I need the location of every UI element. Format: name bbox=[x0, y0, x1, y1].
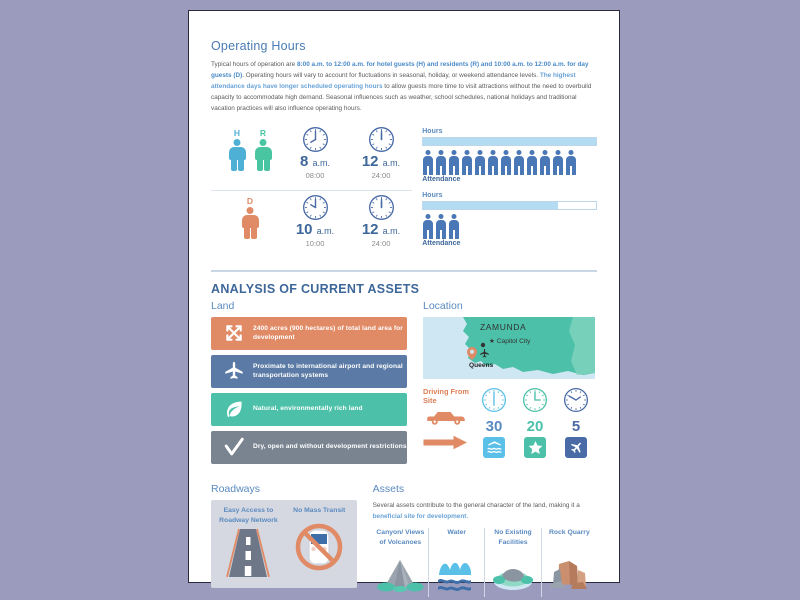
attendance-block-day-guest bbox=[422, 192, 597, 254]
hours-bar-fill bbox=[423, 202, 558, 209]
close-time-value: 12 a.m. bbox=[361, 153, 401, 171]
operating-hours-chart bbox=[211, 126, 597, 256]
section-divider bbox=[211, 270, 597, 272]
empty-land-icon bbox=[489, 558, 537, 592]
location-column bbox=[423, 300, 595, 469]
car-icon bbox=[423, 409, 469, 427]
attendance-person-icon bbox=[539, 150, 551, 175]
rock-quarry-icon bbox=[545, 558, 593, 592]
open-time-military: 10:00 bbox=[305, 238, 325, 248]
asset-rock-quarry bbox=[541, 528, 597, 597]
asset-caption: Canyon/ Views of Volcanoes bbox=[376, 528, 425, 546]
attendance-person-icon bbox=[565, 150, 577, 175]
beach-water-icon bbox=[483, 437, 505, 458]
paragraph-segment: . bbox=[466, 512, 469, 520]
paragraph-segment: . Operating hours will vary to account for fluctuations in seasonal, holiday, or weekend attendance levels. bbox=[242, 72, 540, 80]
attendance-person-icon bbox=[448, 150, 460, 175]
guest-day bbox=[242, 196, 259, 239]
land-subtitle: Land bbox=[211, 299, 235, 312]
paragraph-segment: Typical hours of operation are bbox=[211, 61, 297, 68]
page-title: Operating Hours bbox=[211, 39, 306, 53]
open-time-value: 10 a.m. bbox=[295, 221, 335, 239]
attendance-person-icon bbox=[487, 150, 499, 175]
land-bar-text: Dry, open and without development restrictions bbox=[253, 443, 407, 451]
airplane-icon bbox=[215, 360, 253, 382]
open-time-military: 08:00 bbox=[305, 170, 325, 180]
attendance-person-icon bbox=[435, 150, 447, 175]
attendance-person-icon bbox=[448, 214, 460, 239]
land-bar-text: Natural, environmentally rich land bbox=[253, 405, 363, 413]
hours-table bbox=[211, 126, 412, 256]
guest-letter: H bbox=[233, 128, 241, 139]
driving-label-group bbox=[423, 387, 477, 455]
close-time-military: 24:00 bbox=[371, 170, 391, 180]
asset-water bbox=[428, 528, 484, 597]
clock-icon bbox=[477, 387, 511, 418]
highway-road-icon bbox=[223, 527, 273, 579]
assets-column bbox=[373, 483, 597, 597]
attendance-person-icon bbox=[435, 214, 447, 239]
assets-subtitle: Assets bbox=[372, 482, 405, 495]
airport-icon bbox=[565, 437, 587, 458]
land-bar-text: 2400 acres (900 hectares) of total land area for development bbox=[253, 324, 403, 342]
roadways-box bbox=[211, 500, 357, 588]
row-times bbox=[289, 194, 407, 248]
no-train-icon bbox=[292, 518, 346, 572]
row-times bbox=[289, 126, 407, 180]
driving-destination-attraction bbox=[518, 387, 552, 459]
attendance-people-group bbox=[422, 149, 597, 175]
hours-bar bbox=[422, 201, 597, 210]
driving-destination-beach bbox=[477, 387, 511, 459]
map-pin-icon bbox=[467, 347, 477, 360]
paragraph-segment: 8:00 a.m. to 12:00 a.m. for hotel guests (H) and residents (R) and 10:00 a.m. to 12:00 a.m. for day guests (D) bbox=[211, 61, 589, 80]
land-bar-natural bbox=[211, 393, 407, 426]
location-map bbox=[423, 317, 595, 379]
close-time-value: 12 a.m. bbox=[361, 221, 401, 239]
attendance-label: Attendance bbox=[422, 240, 461, 248]
asset-caption: Water bbox=[447, 528, 466, 536]
guest-type-group bbox=[211, 126, 289, 171]
clock-icon bbox=[302, 126, 329, 153]
checkmark-icon bbox=[215, 436, 253, 458]
hours-label: Hours bbox=[422, 192, 443, 200]
analysis-title: ANALYSIS OF CURRENT ASSETS bbox=[211, 281, 420, 296]
no-transit-caption: No Mass Transit bbox=[293, 506, 346, 514]
roadway-access-caption: Easy Access to Roadway Network bbox=[219, 506, 278, 524]
open-time bbox=[289, 126, 341, 180]
attendance-people-group bbox=[422, 213, 597, 239]
close-time-military: 24:00 bbox=[371, 238, 391, 248]
assets-list bbox=[373, 528, 597, 597]
roadway-access-item bbox=[213, 506, 284, 588]
paragraph-segment: to allow guests more time to visit attractions without the need to overbuild capacity to accommodate high demand. Seasonal influences such as weather, school schedules, national holidays and traditional vacation practices will also influence operating hours. bbox=[211, 83, 592, 113]
clock-icon bbox=[368, 126, 395, 153]
attendance-person-icon bbox=[526, 150, 538, 175]
map-airport-icon bbox=[479, 348, 490, 359]
analysis-section bbox=[211, 282, 597, 469]
hours-label: Hours bbox=[422, 128, 443, 136]
attendance-label: Attendance bbox=[422, 176, 461, 184]
land-bar-acreage bbox=[211, 317, 407, 350]
attendance-person-icon bbox=[513, 150, 525, 175]
clock-icon bbox=[302, 194, 329, 221]
land-bar-airport bbox=[211, 355, 407, 388]
asset-canyon bbox=[373, 528, 428, 597]
person-icon bbox=[242, 207, 259, 239]
hours-bar-fill bbox=[423, 138, 596, 145]
hours-row-hotel-resident bbox=[211, 126, 412, 188]
attendance-chart bbox=[422, 126, 597, 256]
close-time bbox=[355, 126, 407, 180]
driving-minutes: 5 bbox=[571, 417, 581, 435]
guest-hotel bbox=[229, 128, 246, 171]
open-time bbox=[289, 194, 341, 248]
land-column bbox=[211, 300, 407, 469]
driving-distances bbox=[423, 387, 595, 459]
operating-hours-section bbox=[211, 39, 597, 256]
row-divider bbox=[211, 190, 412, 191]
volcano-icon bbox=[376, 558, 424, 592]
attendance-person-icon bbox=[422, 150, 434, 175]
location-subtitle: Location bbox=[423, 299, 463, 312]
operating-hours-paragraph bbox=[211, 59, 597, 114]
open-time-value: 8 a.m. bbox=[299, 153, 331, 171]
attendance-person-icon bbox=[552, 150, 564, 175]
expand-arrows-icon bbox=[215, 323, 253, 343]
map-capitol-label: ★ Capitol City bbox=[489, 337, 531, 345]
guest-letter: D bbox=[246, 196, 254, 207]
hours-row-day-guest bbox=[211, 194, 412, 256]
driving-destination-airport bbox=[559, 387, 593, 459]
driving-minutes: 30 bbox=[485, 417, 503, 435]
paragraph-segment: Several assets contribute to the general character of the land, making it a bbox=[372, 501, 580, 509]
driving-destinations bbox=[477, 387, 593, 459]
person-icon bbox=[255, 139, 272, 171]
driving-minutes: 20 bbox=[526, 417, 544, 435]
map-country-label: ZAMUNDA bbox=[480, 321, 527, 332]
asset-caption: No Existing Facilities bbox=[494, 528, 532, 546]
arrow-right-icon bbox=[423, 435, 469, 450]
roadways-subtitle: Roadways bbox=[211, 482, 261, 495]
attendance-person-icon bbox=[461, 150, 473, 175]
hours-bar bbox=[422, 137, 597, 146]
close-time bbox=[355, 194, 407, 248]
land-bar-dry-open bbox=[211, 431, 407, 464]
no-transit-item bbox=[284, 506, 355, 588]
attendance-block-hotel-resident bbox=[422, 128, 597, 190]
waves-icon bbox=[433, 558, 481, 592]
clock-icon bbox=[518, 387, 552, 418]
clock-icon bbox=[559, 387, 593, 418]
leaf-icon bbox=[215, 399, 253, 420]
roadways-column bbox=[211, 483, 357, 597]
person-icon bbox=[229, 139, 246, 171]
clock-icon bbox=[368, 194, 395, 221]
guest-resident bbox=[255, 128, 272, 171]
asset-caption: Rock Quarry bbox=[548, 528, 590, 536]
driving-label: Driving From Site bbox=[423, 386, 469, 406]
land-bar-text: Proximate to international airport and regional transportation systems bbox=[253, 362, 403, 380]
attendance-person-icon bbox=[474, 150, 486, 175]
bottom-section bbox=[211, 483, 597, 597]
paragraph-segment: The highest attendance days have longer scheduled operating hours bbox=[211, 72, 576, 91]
attendance-person-icon bbox=[500, 150, 512, 175]
guest-type-group bbox=[211, 194, 289, 239]
map-site-label: Queens bbox=[469, 361, 494, 369]
infographic-page bbox=[188, 10, 620, 583]
attendance-person-icon bbox=[422, 214, 434, 239]
paragraph-segment: beneficial site for development bbox=[372, 512, 467, 520]
assets-paragraph bbox=[373, 500, 597, 522]
asset-no-facilities bbox=[484, 528, 540, 597]
star-attraction-icon bbox=[524, 437, 546, 458]
guest-letter: R bbox=[259, 128, 267, 139]
